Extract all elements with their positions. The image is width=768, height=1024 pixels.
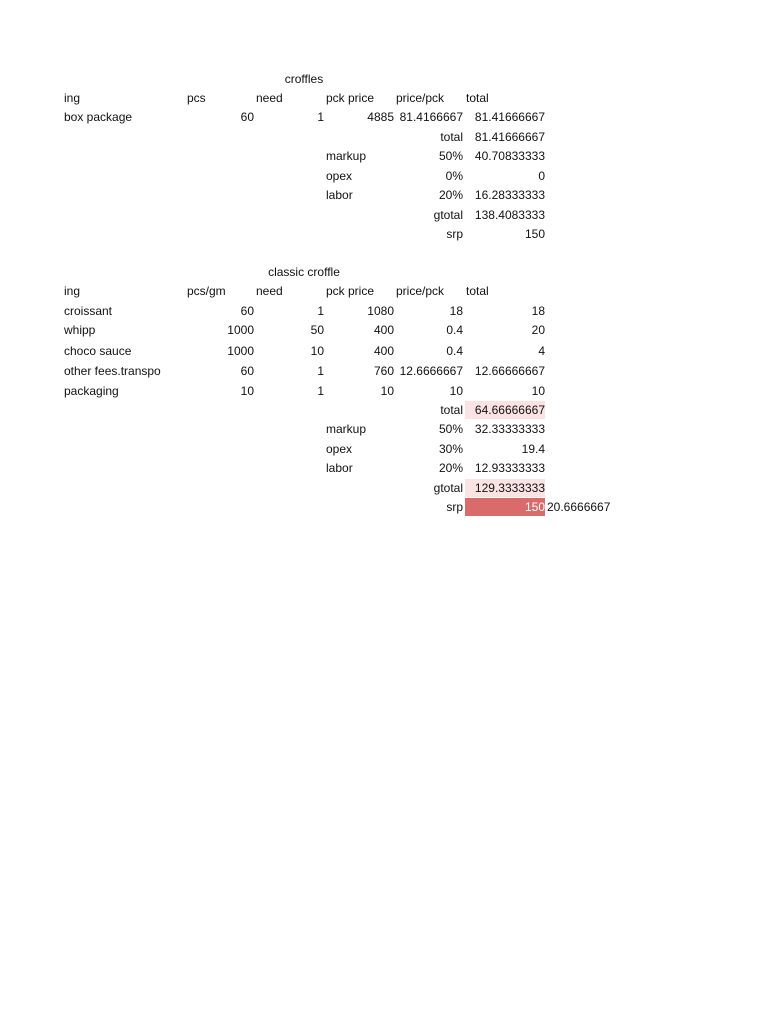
summary-gtotal-value: 129.3333333	[465, 479, 545, 497]
header-ing: ing	[64, 91, 81, 105]
header-price-per-pck: price/pck	[396, 91, 445, 105]
summary-markup-value: 32.33333333	[474, 422, 545, 436]
croffles-title: croffles	[284, 72, 324, 86]
row-pck-price: 400	[373, 344, 394, 358]
row-pcs: 10	[240, 384, 254, 398]
row-pcs: 60	[240, 364, 254, 378]
summary-srp-label: srp	[446, 500, 463, 514]
summary-total-value: 81.41666667	[474, 130, 545, 144]
row-need: 1	[317, 384, 324, 398]
row-need: 1	[317, 364, 324, 378]
summary-total-value: 64.66666667	[465, 401, 545, 419]
summary-markup-label: markup	[326, 422, 367, 436]
header-pck-price: pck price	[326, 91, 375, 105]
summary-total-label: total	[440, 403, 463, 417]
row-pcs: 60	[240, 110, 254, 124]
row-pcs: 1000	[227, 323, 254, 337]
summary-labor-label: labor	[326, 188, 353, 202]
row-price-per-pck: 81.4166667	[399, 110, 463, 124]
summary-gtotal-label: gtotal	[433, 481, 463, 495]
row-total: 81.41666667	[474, 110, 545, 124]
row-pck-price: 1080	[367, 304, 394, 318]
summary-labor-label: labor	[326, 461, 353, 475]
summary-opex-label: opex	[326, 442, 353, 456]
summary-opex-pct: 0%	[445, 169, 463, 183]
row-ingredient: whipp	[64, 323, 96, 337]
summary-opex-value: 0	[538, 169, 545, 183]
row-ingredient: croissant	[64, 304, 113, 318]
summary-markup-label: markup	[326, 149, 367, 163]
summary-markup-pct: 50%	[438, 149, 463, 163]
summary-gtotal-value: 138.4083333	[474, 208, 545, 222]
row-total: 18	[531, 304, 545, 318]
row-ingredient: box package	[64, 110, 133, 124]
summary-markup-pct: 50%	[438, 422, 463, 436]
row-pcs: 60	[240, 304, 254, 318]
row-total: 20	[531, 323, 545, 337]
row-price-per-pck: 18	[449, 304, 463, 318]
header-pcs: pcs	[187, 91, 206, 105]
header-need: need	[256, 91, 283, 105]
summary-extra-value: 20.6666667	[547, 500, 611, 514]
row-pck-price: 400	[373, 323, 394, 337]
row-pck-price: 4885	[367, 110, 394, 124]
header-total: total	[466, 91, 489, 105]
row-total: 4	[538, 344, 545, 358]
summary-srp-label: srp	[446, 227, 463, 241]
row-pck-price: 10	[380, 384, 394, 398]
row-ingredient: choco sauce	[64, 344, 132, 358]
row-need: 10	[310, 344, 324, 358]
row-price-per-pck: 0.4	[446, 323, 463, 337]
summary-opex-pct: 30%	[438, 442, 463, 456]
row-total: 10	[531, 384, 545, 398]
row-price-per-pck: 10	[449, 384, 463, 398]
header-need: need	[256, 284, 283, 298]
row-need: 1	[317, 110, 324, 124]
row-total: 12.66666667	[474, 364, 545, 378]
summary-labor-value: 16.28333333	[474, 188, 545, 202]
header-pck-price: pck price	[326, 284, 375, 298]
summary-labor-pct: 20%	[438, 461, 463, 475]
summary-srp-value: 150	[465, 498, 545, 516]
summary-opex-value: 19.4	[521, 442, 545, 456]
summary-markup-value: 40.70833333	[474, 149, 545, 163]
row-pck-price: 760	[373, 364, 394, 378]
header-pcs-gm: pcs/gm	[187, 284, 226, 298]
header-ing: ing	[64, 284, 81, 298]
header-total: total	[466, 284, 489, 298]
summary-labor-value: 12.93333333	[474, 461, 545, 475]
row-ingredient: other fees.transpo	[64, 364, 161, 378]
row-price-per-pck: 12.6666667	[399, 364, 463, 378]
row-price-per-pck: 0.4	[446, 344, 463, 358]
summary-total-label: total	[440, 130, 463, 144]
header-price-per-pck: price/pck	[396, 284, 445, 298]
summary-gtotal-label: gtotal	[433, 208, 463, 222]
classic-title: classic croffle	[268, 265, 340, 279]
summary-opex-label: opex	[326, 169, 353, 183]
summary-srp-value: 150	[524, 227, 545, 241]
row-need: 1	[317, 304, 324, 318]
row-ingredient: packaging	[64, 384, 119, 398]
row-need: 50	[310, 323, 324, 337]
row-pcs: 1000	[227, 344, 254, 358]
summary-labor-pct: 20%	[438, 188, 463, 202]
